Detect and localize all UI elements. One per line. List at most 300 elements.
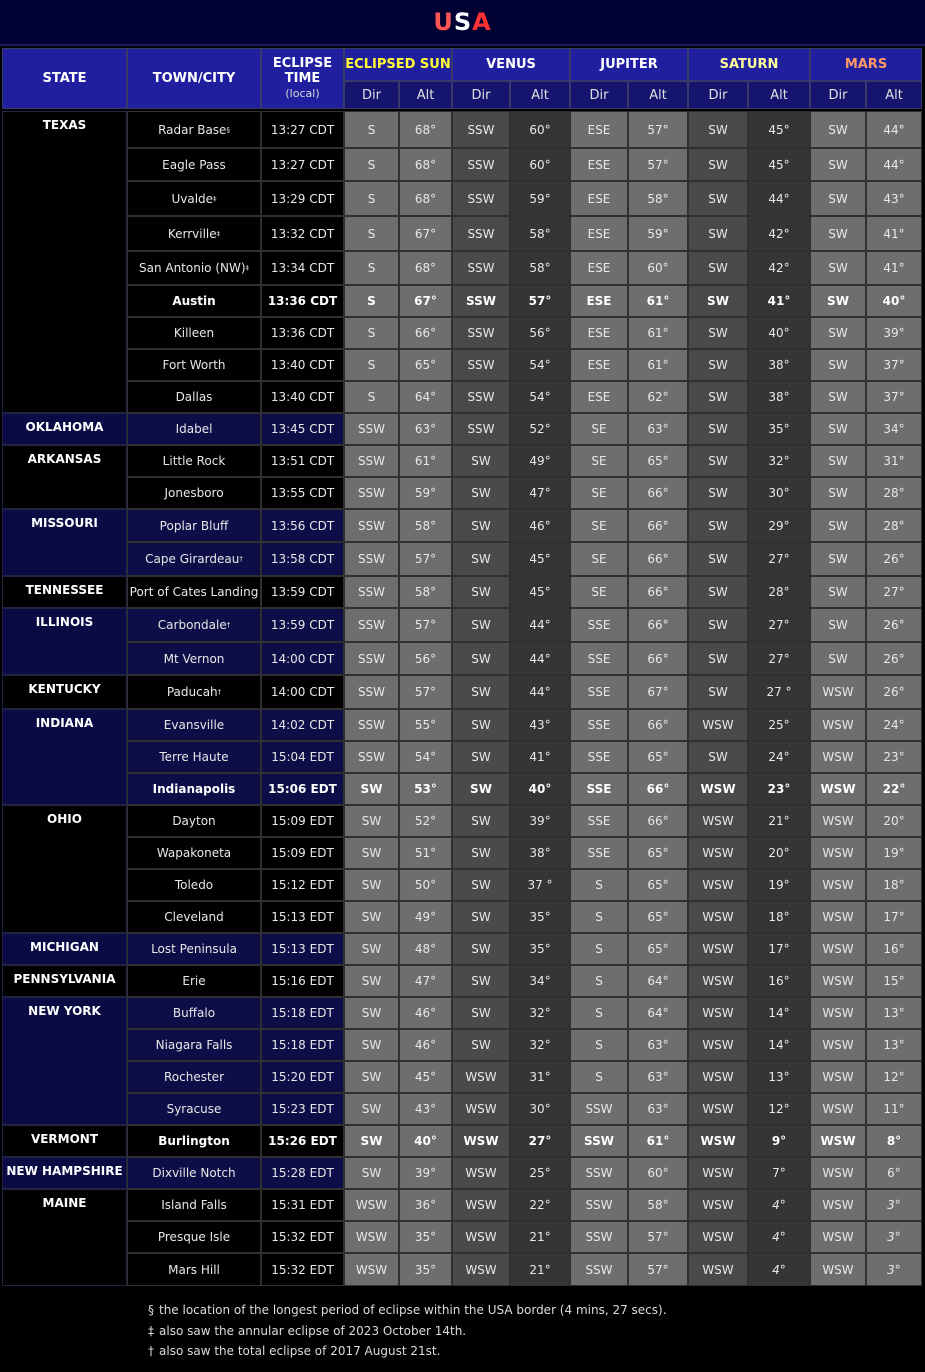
town-name: Presque Isle [157,1230,231,1244]
town-cell [127,901,261,933]
header-alt: Alt [628,81,688,109]
alt-cell: 65° [628,445,688,477]
eclipse-time-cell: 13:34 CDT [261,251,344,285]
header-dir: Dir [344,81,399,109]
alt-cell: 61° [628,1125,688,1157]
town-cell [127,1093,261,1125]
dir-cell: SW [810,509,866,542]
dir-cell: ESE [570,381,628,413]
dir-cell: SW [452,933,510,965]
dir-cell: WSW [452,1093,510,1125]
state-cell: TENNESSEE [2,576,127,608]
town-name: Terre Haute [159,750,229,764]
alt-cell: 43° [510,709,570,741]
alt-cell: 44° [510,608,570,642]
dir-cell: WSW [810,837,866,869]
alt-cell: 4° [748,1189,810,1221]
alt-cell: 63° [399,413,452,445]
alt-cell: 61° [399,445,452,477]
dir-cell: SW [452,805,510,837]
dir-cell: SW [344,965,399,997]
alt-cell: 28° [748,576,810,608]
state-cell: MISSOURI [2,509,127,576]
dir-cell: SSW [452,413,510,445]
town-name: Niagara Falls [155,1038,233,1052]
alt-cell: 56° [399,642,452,675]
dir-cell: S [344,111,399,148]
alt-cell: 7° [748,1157,810,1189]
alt-cell: 67° [399,216,452,251]
alt-cell: 35° [399,1221,452,1253]
town-cell [127,837,261,869]
state-cell: PENNSYLVANIA [2,965,127,997]
alt-cell: 59° [628,216,688,251]
town-cell [127,1221,261,1253]
alt-cell: 67° [628,675,688,709]
dir-cell: SSW [452,251,510,285]
town-name: Indianapolis [152,782,236,796]
alt-cell: 20° [748,837,810,869]
dir-cell: SW [452,477,510,509]
alt-cell: 35° [748,413,810,445]
alt-cell: 22° [510,1189,570,1221]
eclipse-time-cell: 13:29 CDT [261,181,344,216]
dir-cell: SW [452,773,510,805]
dir-cell: SW [688,642,748,675]
dir-cell: SSW [570,1125,628,1157]
dir-cell: SW [810,542,866,576]
alt-cell: 41° [510,741,570,773]
alt-cell: 68° [399,111,452,148]
town-cell: Radar Base § [127,111,261,148]
state-cell: OKLAHOMA [2,413,127,445]
dir-cell: SW [810,477,866,509]
dir-cell: WSW [452,1061,510,1093]
dir-cell: WSW [810,1157,866,1189]
dir-cell: SW [810,181,866,216]
dir-cell: SSW [452,181,510,216]
dir-cell: SE [570,413,628,445]
town-cell [127,445,261,477]
town-cell [127,285,261,317]
alt-cell: 39° [399,1157,452,1189]
alt-cell: 58° [628,181,688,216]
eclipse-time-cell: 13:27 CDT [261,111,344,148]
alt-cell: 25° [510,1157,570,1189]
dir-cell: WSW [810,1189,866,1221]
alt-cell: 64° [628,965,688,997]
header-dir: Dir [688,81,748,109]
town-cell [127,1125,261,1157]
alt-cell: 26° [866,675,922,709]
footnote-item: § the location of the longest period of eclipse within the USA border (4 mins, 27 secs). [148,1303,667,1317]
dir-cell: SSW [452,216,510,251]
eclipse-time-cell: 13:59 CDT [261,576,344,608]
alt-cell: 30° [510,1093,570,1125]
alt-cell: 12° [748,1093,810,1125]
dir-cell: S [570,1061,628,1093]
dir-cell: WSW [810,1093,866,1125]
alt-cell: 61° [628,317,688,349]
town-name: Island Falls [161,1198,227,1212]
town-name: Dixville Notch [152,1166,236,1180]
dir-cell: SW [452,741,510,773]
alt-cell: 66° [628,509,688,542]
dir-cell: SW [810,642,866,675]
dir-cell: ESE [570,251,628,285]
alt-cell: 57° [628,1221,688,1253]
alt-cell: 27 ° [748,675,810,709]
dir-cell: SW [810,111,866,148]
alt-cell: 68° [399,251,452,285]
alt-cell: 58° [399,576,452,608]
dir-cell: SSW [344,477,399,509]
eclipse-time-cell: 15:18 EDT [261,997,344,1029]
alt-cell: 54° [510,349,570,381]
alt-cell: 43° [866,181,922,216]
dir-cell: SSW [344,608,399,642]
alt-cell: 39° [510,805,570,837]
header-town: TOWN/CITY [127,48,261,109]
eclipse-time-cell: 15:09 EDT [261,837,344,869]
alt-cell: 19° [866,837,922,869]
town-cell [127,1253,261,1286]
alt-cell: 17° [866,901,922,933]
alt-cell: 66° [628,608,688,642]
header-dir: Dir [810,81,866,109]
alt-cell: 64° [399,381,452,413]
alt-cell: 41° [866,251,922,285]
town-name: Dayton [172,814,216,828]
dir-cell: SW [810,413,866,445]
alt-cell: 63° [628,413,688,445]
header-eclipse-line: TIME [284,71,321,86]
alt-cell: 13° [866,1029,922,1061]
eclipse-time-cell: 15:28 EDT [261,1157,344,1189]
dir-cell: S [570,1029,628,1061]
town-name: Mt Vernon [163,651,225,666]
town-cell: Kerrville ‡ [127,216,261,251]
alt-cell: 59° [399,477,452,509]
eclipse-time-cell: 15:31 EDT [261,1189,344,1221]
alt-cell: 41° [748,285,810,317]
alt-cell: 3° [866,1253,922,1286]
town-name: Austin [172,294,216,308]
dir-cell: ESE [570,181,628,216]
title-bar [0,0,925,44]
alt-cell: 16° [748,965,810,997]
dir-cell: WSW [810,741,866,773]
alt-cell: 60° [628,251,688,285]
alt-cell: 66° [399,317,452,349]
dir-cell: WSW [688,965,748,997]
alt-cell: 55° [399,709,452,741]
alt-cell: 47° [399,965,452,997]
dir-cell: SE [570,509,628,542]
dir-cell: SW [810,608,866,642]
town-name: Fort Worth [162,358,226,372]
dir-cell: WSW [452,1189,510,1221]
town-name: Rochester [164,1070,224,1084]
alt-cell: 44° [866,111,922,148]
page-title [433,8,491,36]
alt-cell: 32° [748,445,810,477]
header-dir: Dir [570,81,628,109]
header-eclipse-line: (local) [285,87,320,100]
eclipse-time-cell: 13:32 CDT [261,216,344,251]
town-cell [127,509,261,542]
dir-cell: SSW [344,741,399,773]
alt-cell: 30° [748,477,810,509]
dir-cell: WSW [344,1189,399,1221]
alt-cell: 26° [866,642,922,675]
state-cell: ILLINOIS [2,608,127,675]
alt-cell: 3° [866,1189,922,1221]
town-name: Port of Cates Landing [129,585,259,599]
header-dir: Dir [452,81,510,109]
alt-cell: 58° [628,1189,688,1221]
dir-cell: SW [810,445,866,477]
alt-cell: 57° [628,148,688,181]
alt-cell: 4° [748,1253,810,1286]
alt-cell: 54° [510,381,570,413]
alt-cell: 58° [399,509,452,542]
alt-cell: 66° [628,542,688,576]
alt-cell: 40° [748,317,810,349]
town-name: Poplar Bluff [159,518,229,533]
dir-cell: SSW [452,285,510,317]
dir-cell: S [344,148,399,181]
dir-cell: SSW [570,1189,628,1221]
dir-cell: SW [688,509,748,542]
town-cell [127,997,261,1029]
alt-cell: 34° [510,965,570,997]
alt-cell: 57° [399,675,452,709]
alt-cell: 60° [510,148,570,181]
alt-cell: 49° [510,445,570,477]
alt-cell: 23° [866,741,922,773]
town-name: Erie [182,974,206,988]
alt-cell: 27° [510,1125,570,1157]
title-letter-u: U [433,8,454,36]
header-body-mars: MARS [810,48,922,81]
dir-cell: SSE [570,837,628,869]
dir-cell: ESE [570,216,628,251]
alt-cell: 47° [510,477,570,509]
dir-cell: WSW [688,1061,748,1093]
dir-cell: SW [810,381,866,413]
alt-cell: 57° [399,542,452,576]
alt-cell: 56° [510,317,570,349]
dir-cell: S [344,216,399,251]
alt-cell: 18° [748,901,810,933]
header-alt: Alt [748,81,810,109]
dir-cell: SW [810,251,866,285]
dir-cell: WSW [688,869,748,901]
alt-cell: 45° [510,542,570,576]
dir-cell: SW [688,349,748,381]
alt-cell: 23° [748,773,810,805]
dir-cell: SW [688,741,748,773]
alt-cell: 40° [510,773,570,805]
alt-cell: 19° [748,869,810,901]
header-eclipse-time [261,48,344,109]
state-cell: TEXAS [2,111,127,413]
alt-cell: 44° [510,675,570,709]
dir-cell: SW [344,837,399,869]
dir-cell: WSW [810,997,866,1029]
alt-cell: 28° [866,477,922,509]
alt-cell: 9° [748,1125,810,1157]
eclipse-time-cell: 14:02 CDT [261,709,344,741]
town-cell [127,1061,261,1093]
state-cell: VERMONT [2,1125,127,1157]
alt-cell: 46° [399,1029,452,1061]
dir-cell: SW [452,445,510,477]
alt-cell: 52° [399,805,452,837]
dir-cell: WSW [810,675,866,709]
header-alt: Alt [866,81,922,109]
state-cell: NEW HAMPSHIRE [2,1157,127,1189]
alt-cell: 61° [628,349,688,381]
eclipse-time-cell: 14:00 CDT [261,642,344,675]
town-name: Wapakoneta [156,846,232,860]
dir-cell: WSW [688,997,748,1029]
town-name: Syracuse [166,1102,222,1116]
town-name: Killeen [173,326,215,340]
town-name: Little Rock [162,454,226,468]
dir-cell: SSW [452,381,510,413]
town-name: Uvalde [171,191,214,206]
town-cell: Uvalde ‡ [127,181,261,216]
alt-cell: 50° [399,869,452,901]
dir-cell: SW [688,317,748,349]
dir-cell: SW [452,997,510,1029]
eclipse-time-cell: 15:20 EDT [261,1061,344,1093]
dir-cell: SW [344,1125,399,1157]
alt-cell: 26° [866,608,922,642]
alt-cell: 37° [866,381,922,413]
town-name: Radar Base [158,122,227,137]
dir-cell: SSW [344,445,399,477]
dir-cell: WSW [688,933,748,965]
dir-cell: SW [810,148,866,181]
dir-cell: SW [452,709,510,741]
dir-cell: SE [570,477,628,509]
alt-cell: 61° [628,285,688,317]
eclipse-time-cell: 15:18 EDT [261,1029,344,1061]
alt-cell: 63° [628,1093,688,1125]
alt-cell: 26° [866,542,922,576]
dir-cell: SW [810,349,866,381]
alt-cell: 16° [866,933,922,965]
title-letter-s: S [453,8,473,36]
header-body-jupiter: JUPITER [570,48,688,81]
alt-cell: 65° [628,869,688,901]
dir-cell: SW [452,608,510,642]
town-cell [127,148,261,181]
eclipse-time-cell: 15:04 EDT [261,741,344,773]
town-cell [127,349,261,381]
dir-cell: WSW [810,1029,866,1061]
dir-cell: WSW [810,709,866,741]
dir-cell: SW [688,381,748,413]
alt-cell: 36° [399,1189,452,1221]
alt-cell: 66° [628,709,688,741]
eclipse-time-cell: 13:51 CDT [261,445,344,477]
town-name: Idabel [175,422,213,436]
dir-cell: SSE [570,608,628,642]
alt-cell: 68° [399,148,452,181]
dir-cell: WSW [452,1221,510,1253]
town-name: Burlington [158,1134,230,1148]
dir-cell: SW [344,1157,399,1189]
alt-cell: 37° [866,349,922,381]
dir-cell: WSW [688,805,748,837]
dir-cell: SW [344,1093,399,1125]
eclipse-time-cell: 13:27 CDT [261,148,344,181]
alt-cell: 35° [510,901,570,933]
eclipse-time-cell: 15:12 EDT [261,869,344,901]
town-cell: San Antonio (NW) ‡ [127,251,261,285]
alt-cell: 11° [866,1093,922,1125]
alt-cell: 13° [866,997,922,1029]
eclipse-time-cell: 15:09 EDT [261,805,344,837]
alt-cell: 57° [628,111,688,148]
alt-cell: 40° [399,1125,452,1157]
alt-cell: 66° [628,642,688,675]
town-cell [127,773,261,805]
alt-cell: 45° [399,1061,452,1093]
dir-cell: S [344,317,399,349]
dir-cell: ESE [570,111,628,148]
alt-cell: 44° [510,642,570,675]
dir-cell: SSW [452,317,510,349]
header-body-venus: VENUS [452,48,570,81]
dir-cell: SW [688,576,748,608]
alt-cell: 3° [866,1221,922,1253]
alt-cell: 66° [628,477,688,509]
town-cell [127,709,261,741]
state-cell: KENTUCKY [2,675,127,709]
dir-cell: SSE [570,675,628,709]
alt-cell: 65° [628,901,688,933]
town-cell [127,642,261,675]
dir-cell: SE [570,576,628,608]
dir-cell: SE [570,445,628,477]
alt-cell: 31° [510,1061,570,1093]
dir-cell: SSW [344,542,399,576]
dir-cell: SW [344,1029,399,1061]
town-cell [127,381,261,413]
alt-cell: 34° [866,413,922,445]
dir-cell: S [570,997,628,1029]
dir-cell: WSW [452,1157,510,1189]
alt-cell: 35° [510,933,570,965]
state-cell: OHIO [2,805,127,933]
alt-cell: 21° [510,1253,570,1286]
alt-cell: 25° [748,709,810,741]
alt-cell: 53° [399,773,452,805]
eclipse-time-cell: 15:32 EDT [261,1253,344,1286]
dir-cell: SW [688,181,748,216]
alt-cell: 22° [866,773,922,805]
town-cell: Carbondale † [127,608,261,642]
header-eclipse-line: ECLIPSE [272,56,333,71]
dir-cell: WSW [452,1125,510,1157]
alt-cell: 28° [866,509,922,542]
dir-cell: SW [452,542,510,576]
